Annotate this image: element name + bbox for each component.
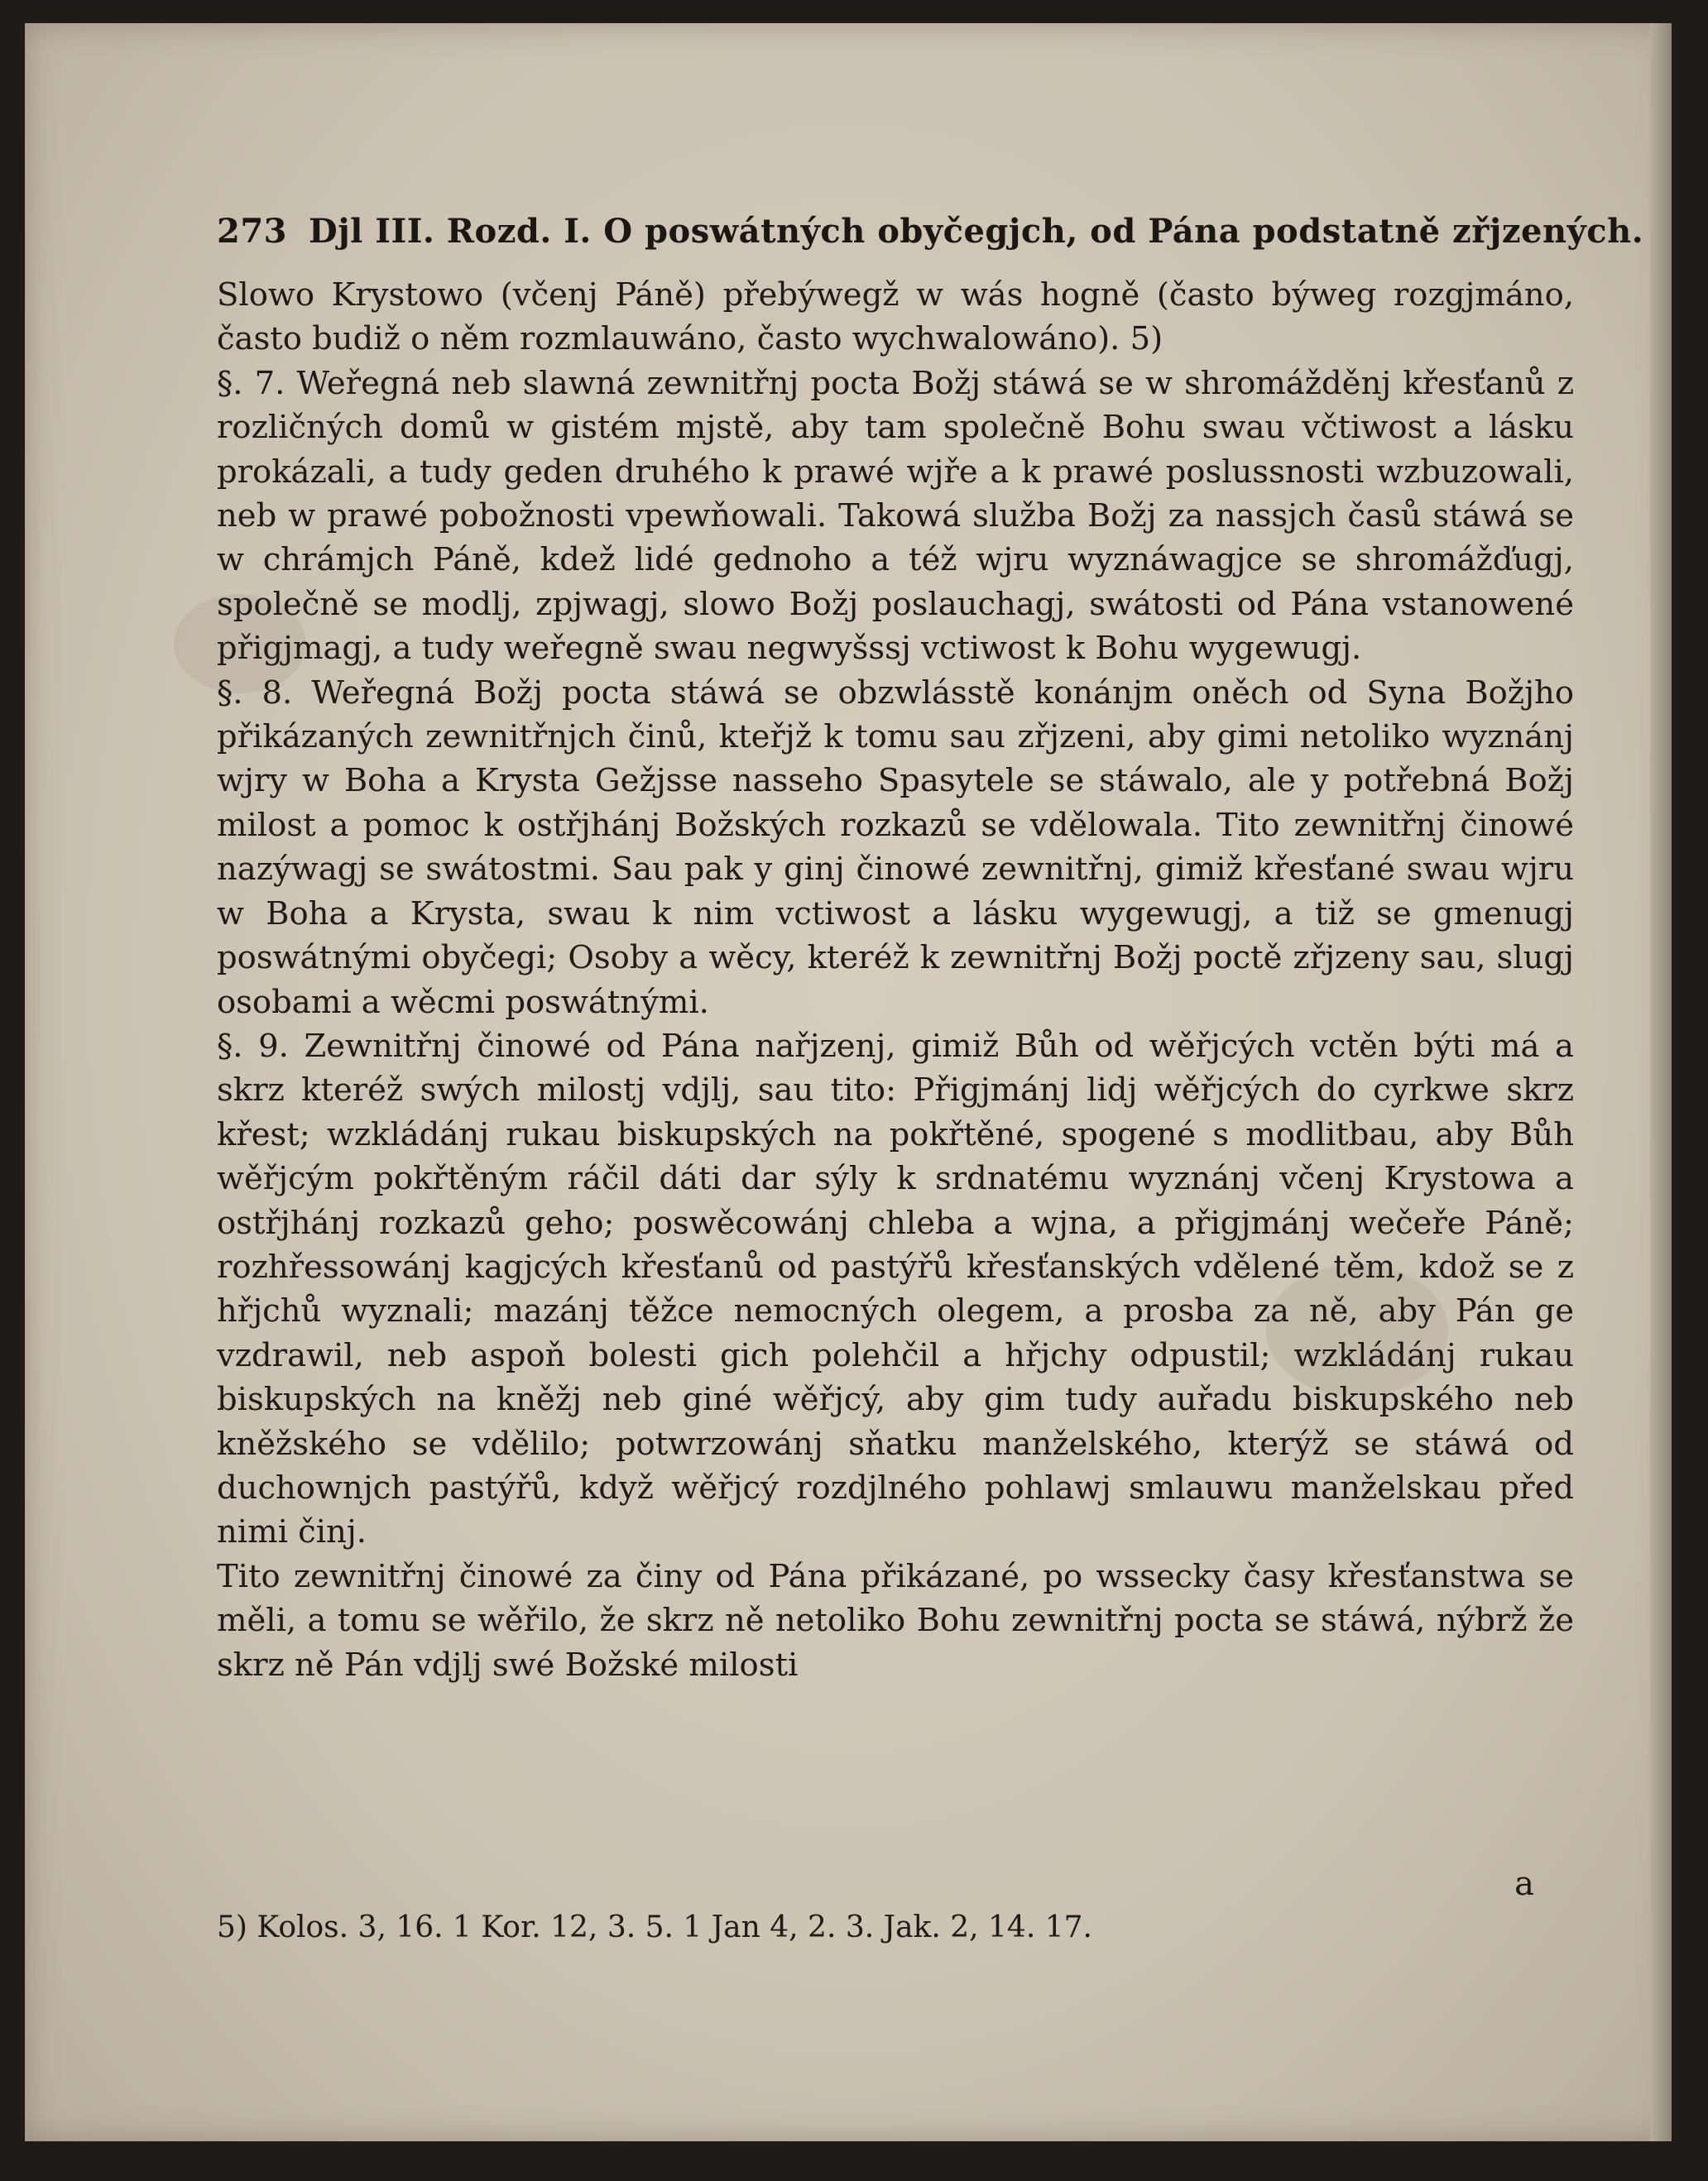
paragraph-section-9: §. 9. Zewnitřnj činowé od Pána nařjzenj, gimiž Bůh od wěřjcých vctěn býti má a skrz kteréž swých milostj vdjlj, sau tito: Přigjmánj lidj wěřjcých do cyrkwe skrz křest; wzkládánj rukau biskupských na pokřtěné, spogené s modlitbau, aby Bůh wěřjcým pokřtěným ráčil dáti dar sýly k srdnatému wyznánj včenj Krystowa a ostřjhánj rozkazů geho; poswěcowánj chleba a wjna, a přigjmánj wečeře Páně; rozhřessowánj kagjcých křesťanů od pastýřů křesťanských vdělené těm, kdož se z hřjchů wyznali; mazánj těžce nemocných olegem, a prosba za ně, aby Pán ge vzdrawil, neb aspoň bolesti gich polehčil a hřjchy odpustil; wzkládánj rukau biskupských na kněžj neb giné wěřjcý, aby gim tudy auřadu biskupského neb kněžského se vdělilo; potwrzowánj sňatku manželského, kterýž se stáwá od duchownjch pastýřů, když wěřjcý rozdjlného pohlawj smlauwu manželskau před nimi činj. (217, 1027, 1574, 1551)
paragraph-verse: Slowo Krystowo (včenj Páně) přebýwegž w wás hogně (často býweg rozgjmáno, často budiž o něm rozmlauwáno, často wychwalowáno). 5) (217, 276, 1574, 358)
footnote: 5) Kolos. 3, 16. 1 Kor. 12, 3. 5. 1 Jan 4, 2. 3. Jak. 2, 14. 17. (217, 1910, 1092, 1944)
paragraph-section-8: §. 8. Weřegná Božj pocta stáwá se obzwlásstě konánjm oněch od Syna Božjho přikázaných zewnitřnjch činů, kteřjž k tomu sau zřjzeni, aby gimi netoliko wyznánj wjry w Boha a Krysta Gežjsse nasseho Spasytele se stáwalo, ale y potřebná Božj milost a pomoc k ostřjhánj Božských rozkazů se vdělowala. Tito zewnitřnj činowé nazýwagj se swátostmi. Sau pak y ginj činowé zewnitřnj, gimiž křesťané swau wjru w Boha a Krysta, swau k nim vctiwost a lásku wygewugj, a tiž se gmenugj poswátnými obyčegi; Osoby a wěcy, kteréž k zewnitřnj Božj poctě zřjzeny sau, slugj osobami a wěcmi poswátnými. (217, 673, 1574, 1021)
catchword: a (1514, 1865, 1534, 1903)
running-head (217, 203, 1644, 261)
page-edge (1650, 23, 1672, 2141)
paragraph-section-7: §. 7. Weřegná neb slawná zewnitřnj pocta Božj stáwá se w shromážděnj křesťanů z rozličných domů w gistém mjstě, aby tam společně Bohu swau včtiwost a lásku prokázali, a tudy geden druhého k prawé wjře a k prawé poslussnosti wzbuzowali, neb w prawé pobožnosti vpewňowali. Takowá služba Božj za nassjch časů stáwá se w chrámjch Páně, kdež lidé gednoho a též wjru wyznáwagjce se shromážďugj, společně se modlj, zpjwagj, slowo Božj poslauchagj, swátosti od Pána vstanowené přigjmagj, a tudy weřegně swau negwyšssj vctiwost k Bohu wygewugj. (217, 364, 1574, 668)
paragraph-closing: Tito zewnitřnj činowé za činy od Pána přikázané, po wssecky časy křesťanstwa se měli, a tomu se wěřilo, že skrz ně netoliko Bohu zewnitřnj pocta se stáwá, nýbrž že skrz ně Pán vdjlj swé Božské milosti (217, 1557, 1574, 1684)
running-head-title: Djl III. Rozd. I. O poswátných obyčegjch, od Pána podstatně zřjzených. (309, 212, 1644, 251)
page-number: 273 (217, 212, 287, 251)
body-text (217, 273, 1574, 1687)
